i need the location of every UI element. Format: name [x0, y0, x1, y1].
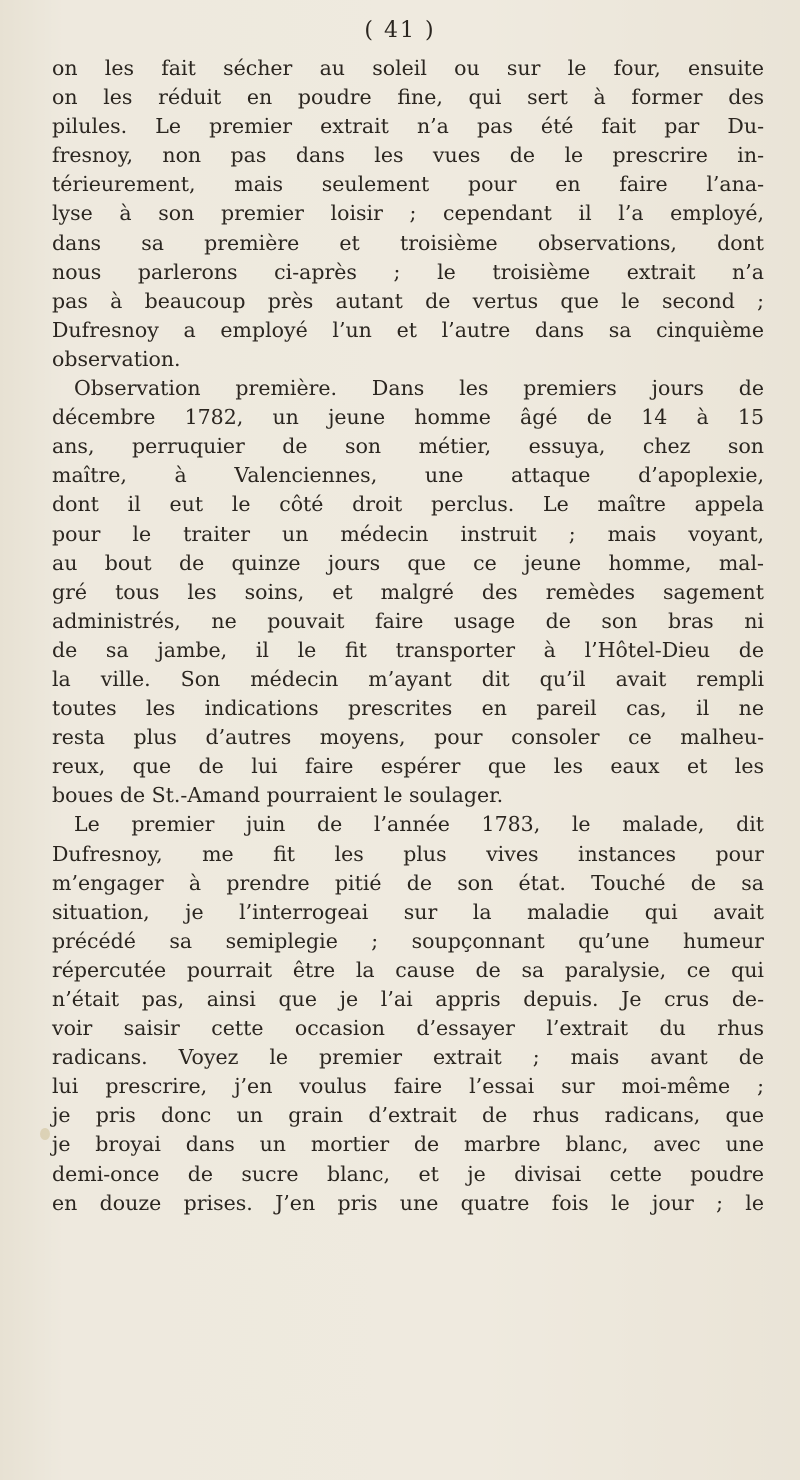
text-line: situation, je l’interrogeai sur la maladie qui avait	[52, 899, 764, 924]
body-text	[52, 54, 764, 1218]
text-line: au bout de quinze jours que ce jeune homme, mal-	[52, 550, 764, 575]
text-line: lyse à son premier loisir ; cependant il l’a employé,	[52, 201, 764, 226]
text-line: ans, perruquier de son métier, essuya, chez son	[52, 434, 764, 459]
text-line: toutes les indications prescrites en pareil cas, il ne	[52, 696, 764, 721]
text-line: Dufresnoy, me fit les plus vives instances pour	[52, 841, 764, 866]
text-line: Dufresnoy a employé l’un et l’autre dans sa cinquième	[52, 317, 764, 342]
text-line: dont il eut le côté droit perclus. Le maître appela	[52, 492, 764, 517]
text-line: de sa jambe, il le fit transporter à l’Hôtel-Dieu de	[52, 637, 764, 662]
text-line: en douze prises. J’en pris une quatre fois le jour ; le	[52, 1190, 764, 1215]
text-line: décembre 1782, un jeune homme âgé de 14 à 15	[52, 405, 764, 430]
paper-stain	[40, 1128, 50, 1140]
text-line: resta plus d’autres moyens, pour consoler ce malheu-	[52, 725, 764, 750]
text-line: pour le traiter un médecin instruit ; mais voyant,	[52, 521, 764, 546]
text-line: pas à beaucoup près autant de vertus que le second ;	[52, 288, 764, 313]
text-line: administrés, ne pouvait faire usage de son bras ni	[52, 608, 764, 633]
text-line: Observation première. Dans les premiers jours de	[74, 376, 764, 401]
text-line: n’était pas, ainsi que je l’ai appris depuis. Je crus de-	[52, 987, 764, 1011]
text-line: térieurement, mais seulement pour en faire l’ana-	[52, 172, 764, 197]
text-line: voir saisir cette occasion d’essayer l’extrait du rhus	[52, 1016, 764, 1041]
text-line: m’engager à prendre pitié de son état. Touché de sa	[52, 870, 764, 895]
text-line: précédé sa semiplegie ; soupçonnant qu’une humeur	[52, 928, 764, 953]
text-line: nous parlerons ci-après ; le troisième extrait n’a	[52, 259, 764, 284]
text-line: répercutée pourrait être la cause de sa paralysie, ce qui	[52, 957, 764, 982]
text-line: reux, que de lui faire espérer que les eaux et les	[52, 754, 764, 779]
page-number: ( 41 )	[364, 18, 436, 43]
text-line: la ville. Son médecin m’ayant dit qu’il avait rempli	[52, 666, 764, 691]
text-line: dans sa première et troisième observations, dont	[52, 230, 764, 255]
text-line: gré tous les soins, et malgré des remèdes sagement	[52, 579, 764, 604]
text-line: on les réduit en poudre fine, qui sert à former des	[52, 85, 764, 110]
text-line: fresnoy, non pas dans les vues de le prescrire in-	[52, 143, 764, 168]
text-line: boues de St.-Amand pourraient le soulager.	[52, 783, 504, 808]
text-line: pilules. Le premier extrait n’a pas été fait par Du-	[52, 114, 764, 139]
text-line: lui prescrire, j’en voulus faire l’essai sur moi-même ;	[52, 1074, 764, 1099]
text-line: maître, à Valenciennes, une attaque d’apoplexie,	[52, 463, 764, 488]
text-line: demi-once de sucre blanc, et je divisai cette poudre	[52, 1161, 764, 1186]
text-line: observation.	[52, 346, 181, 371]
text-line: Le premier juin de l’année 1783, le malade, dit	[74, 812, 764, 837]
text-line: radicans. Voyez le premier extrait ; mais avant de	[52, 1045, 764, 1070]
text-line: on les fait sécher au soleil ou sur le four, ensuite	[52, 56, 764, 80]
text-line: je pris donc un grain d’extrait de rhus radicans, que	[52, 1103, 764, 1128]
text-line: je broyai dans un mortier de marbre blanc, avec une	[52, 1132, 764, 1157]
